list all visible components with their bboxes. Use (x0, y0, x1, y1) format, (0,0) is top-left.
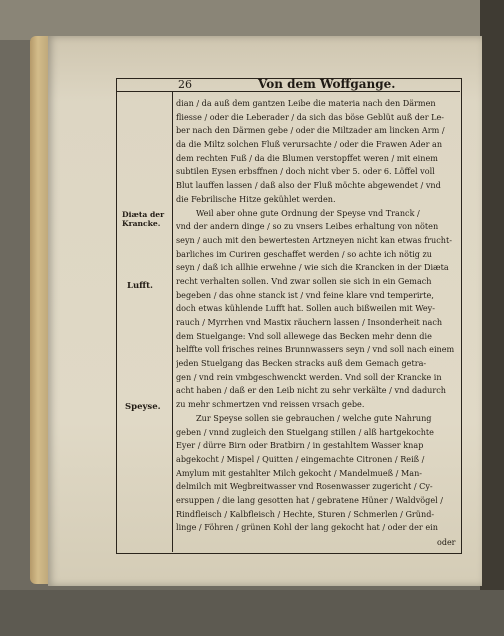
text-line: gen / vnd rein vmbgeschwenckt werden. Vnd soll der Krancke in (176, 371, 442, 382)
text-line: Weil aber ohne gute Ordnung der Speyse vnd Tranck / (196, 207, 420, 218)
text-line: da die Miltz solchen Fluß verursachte / oder die Frawen Ader an (176, 139, 443, 150)
text-line: Amylum mit gestahlter Milch gekocht / Mandelmueß / Man- (176, 467, 423, 478)
text-line: helffte voll frisches reines Brunnwassers seyn / vnd soll nach einem (176, 344, 455, 355)
text-line: ersuppen / die lang gesotten hat / gebratene Hüner / Waldvögel / (176, 494, 444, 505)
marginal-note-diaeta (122, 210, 164, 228)
text-line: Rindfleisch / Kalbfleisch / Hechte, Sturen / Schmerlen / Gründ- (176, 508, 435, 519)
text-line: doch etwas kühlende Lufft hat. Sollen auch bißweilen mit Wey- (176, 303, 435, 314)
text-line: jeden Stuelgang das Becken stracks auß dem Gemach getra- (176, 358, 427, 369)
text-line: acht haben / daß er den Leib nicht zu sehr verkälte / vnd dadurch (176, 385, 447, 396)
text-line: geben / vnnd zugleich den Stuelgang stillen / alß hartgekochte (176, 426, 434, 437)
text-line: fliesse / oder die Leberader / da sich das böse Geblüt auß der Le- (176, 111, 445, 122)
text-line: rauch / Myrrhen vnd Mastix räuchern lassen / Insonderheit nach (176, 317, 443, 327)
text-line: Zur Speyse sollen sie gebrauchen / welche gute Nahrung (196, 412, 432, 423)
text-line: seyn / daß ich allhie erwehne / wie sich die Krancken in der Diæta (176, 262, 449, 273)
marginal-note-lufft: Lufft. (127, 281, 154, 291)
book-spine-edge (30, 36, 50, 584)
margin-rule (172, 92, 173, 552)
running-head: Von dem Woffgange. (258, 77, 396, 91)
page-number: 26 (178, 78, 192, 91)
text-line: seyn / auch mit den bewertesten Artzneyen nicht kan etwas frucht- (176, 234, 452, 245)
text-line: dian / da auß dem gantzen Leibe die materia nach den Därmen (176, 98, 436, 108)
header-rule (116, 91, 460, 92)
backdrop (0, 0, 504, 40)
text-line: zu mehr schmertzen vnd reissen vrsach gebe. (176, 399, 365, 410)
text-line: dem rechten Fuß / da die Blumen verstopffet weren / mit einem (176, 152, 438, 163)
marginal-note-line: Krancke. (122, 219, 161, 228)
text-line: abgekocht / Mispel / Quitten / eingemachte Citronen / Reiß / (176, 453, 425, 464)
text-line: begeben / das ohne stanck ist / vnd feine klare vnd temperirte, (176, 289, 434, 300)
backdrop-shadow (480, 0, 504, 636)
text-line: vnd der andern dinge / so zu vnsers Leibes erhaltung von nöten (176, 221, 439, 232)
text-line: subtilen Eysen erbsffnen / doch nicht vber 5. oder 6. Löffel voll (176, 166, 435, 177)
text-line: dem Stuelgange: Vnd soll allewege das Becken mehr denn die (176, 330, 432, 341)
body-text (176, 97, 458, 535)
text-line: ber nach den Därmen gebe / oder die Miltzader am lincken Arm / (176, 125, 445, 136)
text-line: recht verhalten sollen. Vnd zwar sollen sie sich in ein Gemach (176, 275, 432, 286)
text-line: die Febrilische Hitze gekühlet werden. (176, 193, 336, 204)
text-line: linge / Föhren / grünen Kohl der lang gekocht hat / oder der ein (176, 522, 438, 533)
text-line: Blut lauffen lassen / daß also der Fluß möchte abgewendet / vnd (176, 180, 441, 191)
text-line: delmilch mit Wegbreitwasser vnd Rosenwasser zugericht / Cy- (176, 481, 433, 492)
text-line: Eyer / dürre Birn oder Bratbirn / in gestahltem Wasser knap (176, 440, 424, 451)
marginal-note-line: Diæta der (122, 210, 165, 219)
backdrop-bottom (0, 590, 504, 636)
catchword: oder (437, 538, 456, 547)
text-line: barliches im Curiren geschaffet werden / so achte ich nötig zu (176, 248, 433, 259)
marginal-note-speyse: Speyse. (125, 402, 161, 412)
